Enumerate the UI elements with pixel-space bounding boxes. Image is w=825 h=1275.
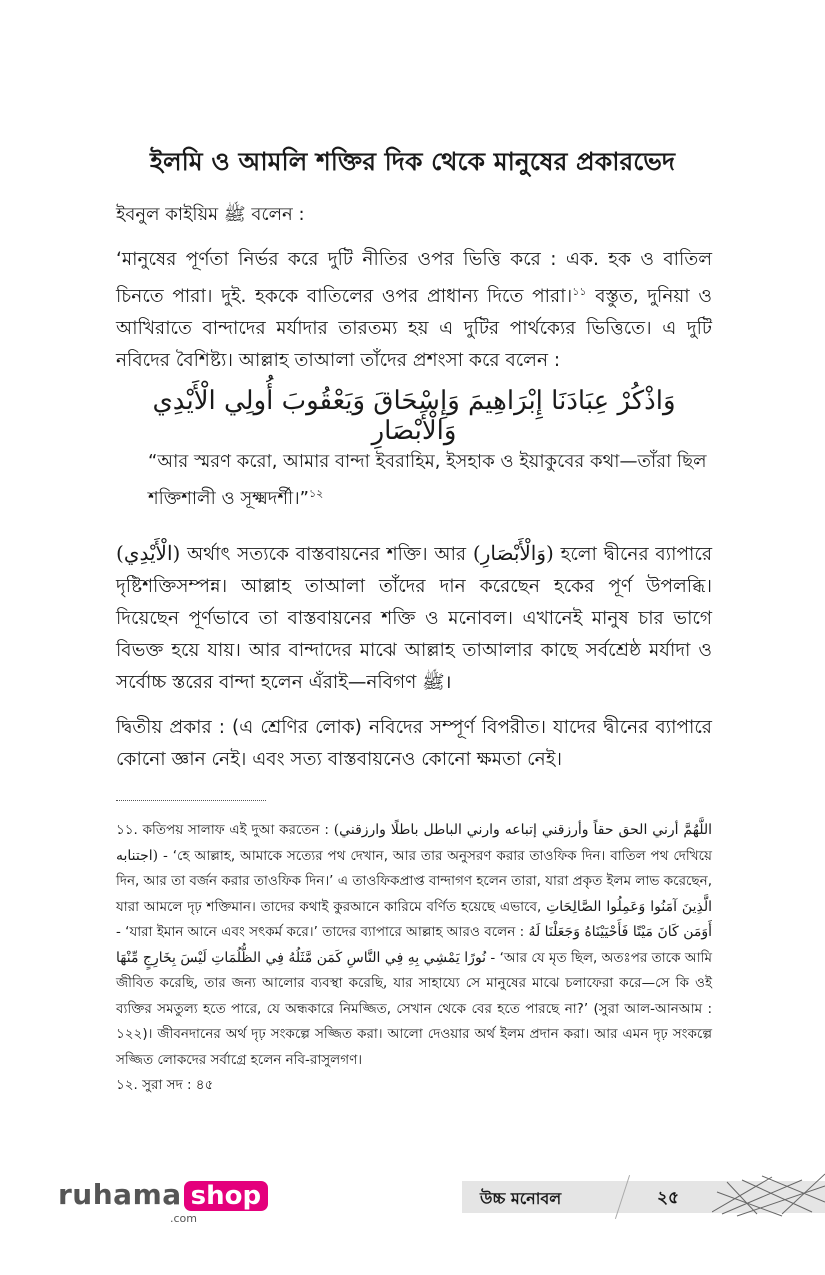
logo-text-com: .com	[170, 1212, 197, 1225]
quran-verse-arabic: وَاذْكُرْ عِبَادَنَا إِبْرَاهِيمَ وَإِسْحَاقَ وَيَعْقُوبَ أُولِي الْأَيْدِي وَالْأَبْصَارِ	[152, 386, 676, 446]
paragraph-1	[116, 244, 712, 377]
logo-text-shop: shop	[184, 1181, 268, 1211]
footnote-11-text-a: ১১. কতিপয় সালাফ এই দুআ করতেন :	[116, 822, 334, 838]
arabic-term-absar: (وَالْأَبْصَارِ)	[472, 541, 554, 565]
footnote-11-text-b: - ‘হে আল্লাহ, আমাকে সত্যের পথ দেখান, আর তার অনুসরণ করার তাওফিক দিন। বাতিল পথ দেখিয়ে দিন, আর তা বর্জন করার তাওফিক দিন।’ এ তাওফিকপ্রাপ্ত বান্দাগণ হলেন তারা, যারা প্রকৃত ইলম লাভ করেছেন, যারা আমলে দৃঢ় শক্তিমান। তাদের কথাই কুরআনে কারিমে বর্ণিত হয়েছে এভাবে,	[116, 847, 712, 915]
verse-translation-text: “আর স্মরণ করো, আমার বান্দা ইবরাহিম, ইসহাক ও ইয়াকুবের কথা—তাঁরা ছিল শক্তিশালী ও সূক্ষ্মদর্শী।”	[148, 451, 707, 509]
logo-text-ruhama: ruhama	[58, 1178, 182, 1211]
footnote-11-text-c: - ‘যারা ইমান আনে এবং সৎকর্ম করে।’ তাদের ব্যাপারে আল্লাহ আরও বলেন :	[116, 924, 529, 940]
paragraph-1-text-a: ‘মানুষের পূর্ণতা নির্ভর করে দুটি নীতির ওপর ভিত্তি করে : এক. হক ও বাতিল চিনতে পারা। দুই. হককে বাতিলের ওপর প্রাধান্য দিতে পারা।	[116, 249, 712, 308]
footnote-ref-11: ১১	[572, 285, 587, 298]
verse-translation	[148, 446, 708, 515]
intro-line: ইবনুল কাইয়িম ﷺ বলেন :	[116, 204, 305, 225]
paragraph-2	[116, 537, 712, 699]
arabic-term-aydi: (الْأَيْدِي)	[116, 541, 181, 565]
paragraph-3: দ্বিতীয় প্রকার : (এ শ্রেণির লোক) নবিদের সম্পূর্ণ বিপরীত। যাদের দ্বীনের ব্যাপারে কোনো জ্ঞান নেই। এবং সত্য বাস্তবায়নেও কোনো ক্ষমতা নেই।	[116, 717, 712, 770]
paragraph-2-text-b: হলো দ্বীনের ব্যাপারে দৃষ্টিশক্তিসম্পন্ন। আল্লাহ তাআলা তাঁদের দান করেছেন হকের পূর্ণ উপলব্ধি। দিয়েছেন পূর্ণভাবে তা বাস্তবায়নের শক্তি ও মনোবল। এখানেই মানুষ চার ভাগে বিভক্ত হয়ে যায়। আর বান্দাদের মাঝে আল্লাহ তাআলার কাছে সর্বশ্রেষ্ঠ মর্যাদা ও সর্বোচ্চ স্তরের বান্দা হলেন এঁরাই—নবিগণ ﷺ।	[116, 544, 712, 693]
footnote-divider	[116, 800, 266, 801]
footer-pattern-icon	[712, 1172, 825, 1218]
page-number: ২৫	[657, 1188, 680, 1208]
footnote-ref-12: ১২	[308, 487, 324, 500]
footnote-11-text-d: - ‘আর যে মৃত ছিল, অতঃপর তাকে আমি জীবিত করেছি, তার জন্য আলোর ব্যবস্থা করেছি, যার সাহায্যে সে মানুষের মাঝে চলাফেরা করে—সে কি ওই ব্যক্তির সমতুল্য হতে পারে, যে অন্ধকারে নিমজ্জিত, সেখান থেকে বের হতে পারছে না?’ (সুরা আল-আনআম : ১২২)। জীবনদানের অর্থ দৃঢ় সংকল্পে সজ্জিত করা। আলো দেওয়ার অর্থ ইলম প্রদান করা। আর এমন দৃঢ় সংকল্পে সজ্জিত লোকদের সর্বাগ্রে হলেন নবি-রাসুলগণ।	[116, 949, 712, 1068]
footnote-11-arabic-verse-1: الَّذِينَ آمَنُوا وَعَمِلُوا الصَّالِحَاتِ	[546, 898, 712, 915]
footnote-12: ১২. সুরা সদ : ৪৫	[116, 1077, 214, 1093]
footnote-11-arabic-dua: (اللَّهُمَّ أرني الحق حقاً وأرزقني إتباعه وارني الباطل باطلًا وارزقني اجتنابه)	[116, 822, 712, 864]
ruhamashop-logo	[58, 1178, 268, 1225]
page-title: ইলমি ও আমলি শক্তির দিক থেকে মানুষের প্রকারভেদ	[149, 147, 676, 176]
paragraph-2-text-a: অর্থাৎ সত্যকে বাস্তবায়নের শক্তি। আর	[180, 544, 473, 565]
footnote-11	[116, 818, 712, 1073]
footnotes	[116, 818, 712, 1099]
paragraph-1-text-b: বস্তুত, দুনিয়া ও আখিরাতে বান্দাদের মর্যাদার তারতম্য হয় এ দুটির পার্থক্যের ভিত্তিতে। এ দুটি নবিদের বৈশিষ্ট্য। আল্লাহ তাআলা তাঁদের প্রশংসা করে বলেন :	[116, 286, 712, 372]
running-footer-book-title: উচ্চ মনোবল	[480, 1189, 562, 1208]
footnote-11-arabic-verse-2: أَوَمَن كَانَ مَيْتًا فَأَحْيَيْنَاهُ وَجَعَلْنَا لَهُ نُورًا يَمْشِي بِهِ فِي النَّاسِ كَمَن مَّثَلُهُ فِي الظُّلُمَاتِ لَيْسَ بِخَارِجٍ مِّنْهَا	[116, 924, 712, 966]
